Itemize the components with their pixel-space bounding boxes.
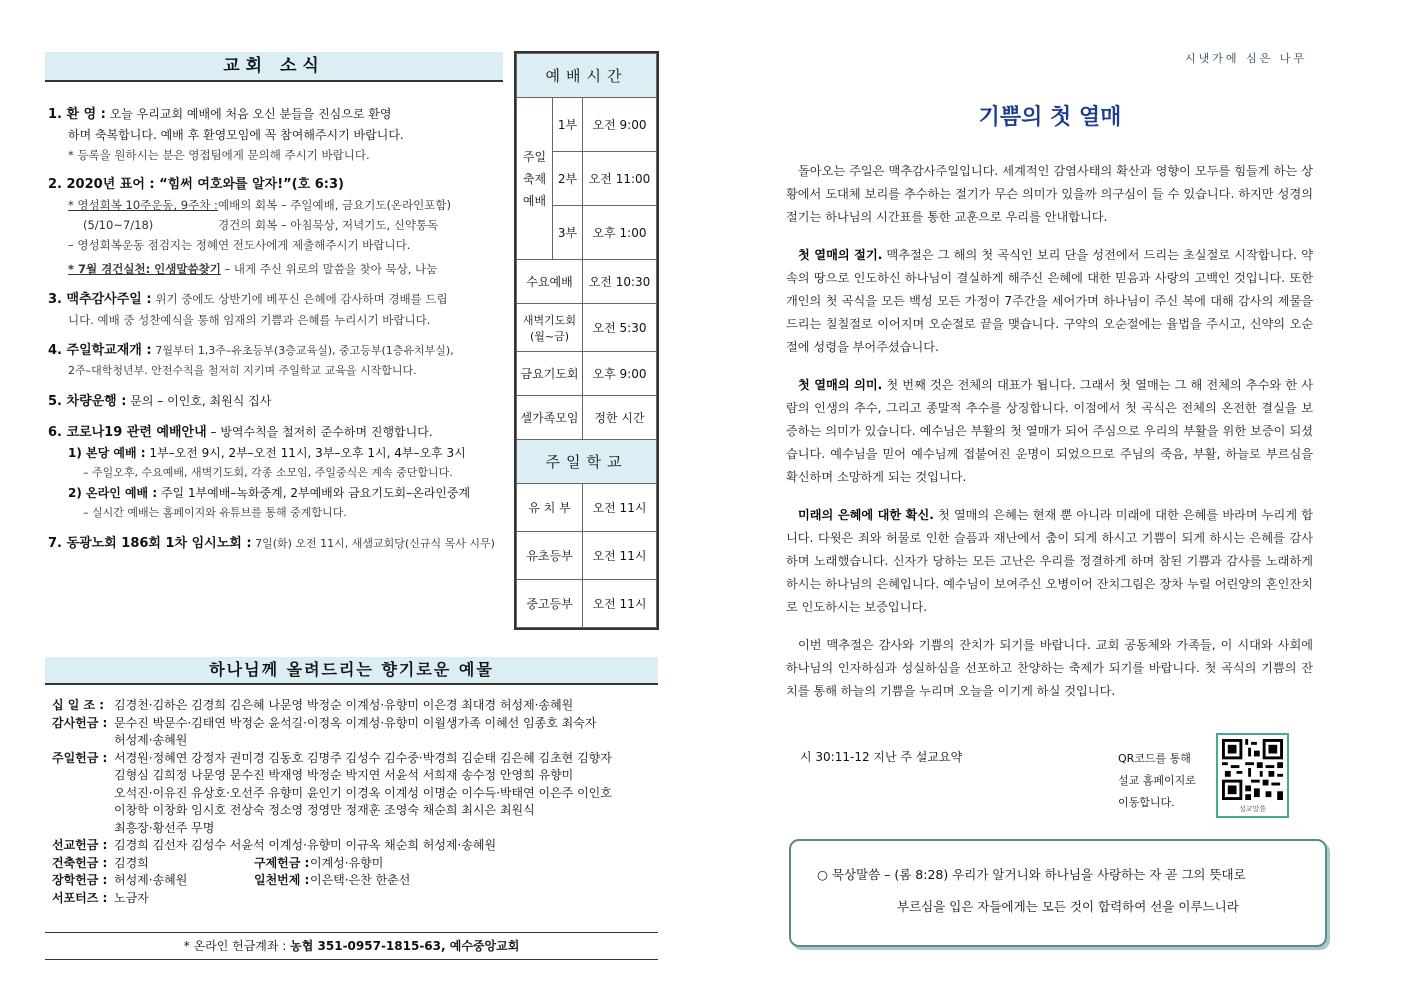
qr-code-icon [1222,739,1283,800]
meditation-verse-box [789,839,1327,947]
offering-label: 주일헌금 : [52,750,108,765]
news-item-4 [48,340,506,381]
offerings-title: 하나님께 올려드리는 향기로운 예물 [45,657,658,685]
qr-text: 이동합니다. [1118,796,1175,809]
schedule-cell: 새벽기도회 (월~금) [517,304,583,352]
news-item-text: 예배의 회복 – 주일예배, 금요기도(온라인포함) [218,198,451,212]
tagline: 시냇가에 심은 나무 [1185,52,1308,65]
schedule-cell: 2부 [553,152,583,206]
news-item-text: 1부–오전 9시, 2부–오전 11시, 3부–오후 1시, 4부–오후 3시 [145,446,466,460]
news-item-5 [48,391,506,412]
news-item-subheading: 1) 본당 예배 : [68,446,146,460]
schedule-cell: 1부 [553,98,583,152]
news-item-text: 7월부터 1,3주–유초등부(3층교육실), 중고등부(1층유치부실), [155,344,454,357]
news-item-heading: 1. 환 영 : [48,107,106,122]
news-item-text: 주일 1부예배–녹화중계, 2부예배와 금요기도회–온라인중계 [157,486,471,500]
paragraph-text: 맥추절은 그 해의 첫 곡식인 보리 단을 성전에서 드리는 초실절로 시작합니다. 약속의 땅으로 인도하신 하나님이 결실하게 해주신 은혜에 대한 믿음과 사랑의 고백인 것입니다. 또한 개인의 첫 곡식을 모든 백성 모든 가정이 7주간을 세어가며 하나님이 주신 복에 대해 감사의 제물을 드리는 칠칠절로 이어지며 오순절로 끝을 맺습니다. 구약의 오순절에는 율법을 주시고, 신약의 오순절에 성령을 부어주셨습니다. [786,247,1313,355]
offering-label: 구제헌금 : [254,855,310,870]
online-offering-account [45,937,658,954]
news-item-subheading: 2) 온라인 예배 : [68,486,158,500]
offering-label: 서포터즈 : [52,890,108,905]
news-item-text: 위기 중에도 상반기에 베푸신 은혜에 감사하며 경배를 드립 [155,292,448,306]
schedule-time: 오전 10:30 [583,260,657,304]
qr-caption [1118,748,1196,814]
offering-label: 건축헌금 : [52,855,108,870]
news-item-2 [48,175,506,279]
offering-names: 문수진 박문수·김태연 박정순 윤석길·이정옥 이계성·유향미 이월생가족 이혜선 임종호 최숙자 [114,715,597,730]
schedule-time: 오전 11시 [583,580,657,628]
news-item-heading: 3. 맥추감사주일 : [48,292,152,307]
schedule-time: 오전 5:30 [583,304,657,352]
offering-names: 이은택·은찬 한춘선 [310,873,411,887]
paragraph-heading: 미래의 은혜에 대한 확신. [798,507,934,522]
sunday-service-label: 주일 축제 예배 [517,98,553,260]
sermon-title: 기쁨의 첫 열매 [978,105,1122,130]
news-item-text: 경건의 회복 – 아침묵상, 저녁기도, 신약통독 [218,218,439,232]
news-item-text: * 영성회복 10주운동, 9주차 : [68,198,218,212]
offering-names: 허성제·송혜원 [114,873,188,887]
schedule-time: 정한 시간 [583,396,657,440]
account-label: * 온라인 헌금계좌 : [183,939,291,953]
news-item-text: – 영성회복운동 점검지는 정혜연 전도사에게 제출해주시기 바랍니다. [68,238,411,252]
news-item-text: 문의 – 이인호, 최원식 집사 [130,394,272,408]
qr-text: 설교 홈페이지로 [1118,774,1196,787]
sermon-paragraph [786,374,1313,490]
account-number: 농협 351-0957-1815-63, 예수중앙교회 [290,939,520,953]
news-item-3 [48,289,506,330]
news-item-7 [48,533,506,554]
sermon-paragraph [786,504,1313,620]
offering-names: 김경희 [114,855,149,870]
news-item-1 [48,104,506,165]
paragraph-text: 첫 번째 것은 전체의 대표가 됩니다. 그래서 첫 열매는 그 해 전체의 추수와 한 사람의 인생의 추수, 그리고 종말적 추수를 상징합니다. 이점에서 첫 곡식은 전체의 온전한 결실을 보증하는 의미가 있습니다. 예수님은 부활의 첫 열매가 되어 주심으로 우리의 부활을 위한 보증이 되셨습니다. 예수님을 믿어 예수님께 접붙여진 운명이 되었으므로 주님의 죽음, 부활, 하늘로 부르심을 확신하며 소망하게 되는 것입니다. [786,377,1313,485]
paragraph-heading: 첫 열매의 의미. [798,377,883,392]
offering-label: 선교헌금 : [52,838,108,852]
sermon-paragraph: 돌아오는 주일은 맥추감사주일입니다. 세계적인 감염사태의 확산과 영향이 모두를 힘들게 하는 상황에서 도대체 보리를 추수하는 절기가 무슨 의미가 있을까 의구심이 들 수 있습니다. 하지만 성경의 절기는 하나님의 시간표를 통한 교훈으로 우리를 안내합니다. [786,164,1313,225]
news-item-6 [48,422,506,523]
offering-names: 서경원·정혜연 강정자 권미경 김동호 김명주 김성수 김수중·박경희 김순태 김은혜 김초현 김향자 [114,750,612,765]
sermon-paragraph: 이번 맥추절은 감사와 기쁨의 잔치가 되기를 바랍니다. 교회 공동체와 가족들, 이 시대와 사회에 하나님의 인자하심과 성실하심을 선포하고 찬양하는 축제가 되기를 바랍니다. 첫 곡식의 기쁨의 잔치를 통해 하늘의 기쁨을 누리며 오늘을 이기게 하실 것입니다. [786,637,1313,699]
news-item-heading: 6. 코로나19 관련 예배안내 [48,425,207,440]
schedule-cell: 수요예배 [517,260,583,304]
sermon-reference: 시 30:11-12 지난 주 설교요약 [800,750,963,764]
offering-names: 허성제·송혜원 [114,733,188,747]
news-item-text: – 주일오후, 수요예배, 새벽기도회, 각종 소모임, 주일중식은 계속 중단합니다. [83,466,453,479]
sermon-paragraph [786,244,1313,360]
offering-names: 김경천·김하은 김경희 김은혜 나문영 박정순 이계성·유향미 이은경 최대경 허성제·송혜원 [114,698,574,712]
news-list [48,104,506,564]
schedule-time: 오전 11시 [583,484,657,532]
divider [45,959,658,960]
offering-label: 십 일 조 : [52,698,105,712]
qr-text: QR코드를 통해 [1118,752,1191,765]
news-item-text: 오늘 우리교회 예배에 처음 오신 분들을 진심으로 환영 [109,107,392,121]
sermon-body [786,160,1313,717]
news-item-text: – 실시간 예배는 홈페이지와 유튜브를 통해 중계합니다. [83,506,347,519]
offering-names: 최흥장·황선주 무명 [114,820,215,835]
offering-names: 오석진·이유진 유상호·오선주 유향미 윤인기 이경옥 이계성 이명순 이수득·박태연 이은주 이인호 [114,785,612,800]
schedule-time: 오전 11시 [583,532,657,580]
news-item-heading: 4. 주일학교재개 : [48,343,152,358]
news-item-heading: 7. 동광노회 186회 1차 임시노회 : [48,536,252,551]
verse-line: ○ 묵상말씀 – (롬 8:28) 우리가 알거니와 하나님을 사랑하는 자 곧 그의 뜻대로 [817,867,1246,882]
worship-schedule-table [514,51,659,630]
news-item-text: 2주–대학청년부. 안전수칙을 철저히 지키며 주일학교 교육을 시작합니다. [68,364,417,377]
sunday-school-title: 주일학교 [517,440,657,484]
paragraph-text: 첫 열매의 은혜는 현재 뿐 아니라 미래에 대한 은혜를 바라며 누리게 합니다. 다윗은 죄와 허물로 인한 슬픔과 재난에서 춤이 되게 하시고 기쁨이 되게 하시는 은혜를 감사하며 노래했습니다. 신자가 당하는 모든 고난은 우리를 정결하게 하며 참된 기쁨과 감사를 노래하게 하시는 하나님의 은혜입니다. 예수님이 보여주신 오병이어 잔치그림은 장차 누릴 어린양의 혼인잔치로 인도하시는 보증입니다. [786,507,1313,615]
schedule-cell: 3부 [553,206,583,260]
offering-names: 이창학 이창화 임시호 전상숙 정소영 정영만 정재훈 조영숙 채순희 최시은 최원식 [114,803,535,817]
offering-names: 노금자 [114,890,149,905]
qr-code[interactable] [1216,733,1289,818]
news-item-text: 하며 축복합니다. 예배 후 환영모임에 꼭 참여해주시기 바랍니다. [68,128,404,142]
paragraph-heading: 첫 열매의 절기. [798,247,883,262]
offering-names: 김형심 김희정 나문영 문수진 박재영 박정순 박지연 서윤석 서희재 송수정 안영희 유향미 [114,768,574,782]
offerings-list [52,697,662,907]
schedule-title: 예배시간 [517,54,657,98]
news-title: 교회 소식 [45,52,503,82]
schedule-time: 오전 9:00 [583,98,657,152]
news-item-text: – 방역수칙을 철저히 준수하며 진행합니다. [206,425,433,439]
schedule-cell: 유 치 부 [517,484,583,532]
divider [45,932,658,933]
news-item-text: 7일(화) 오전 11시, 새샘교회당(신규식 목사 시무) [251,537,495,550]
schedule-time: 오전 11:00 [583,152,657,206]
offering-label: 장학헌금 : [52,873,108,887]
news-item-note: * 등록을 원하시는 분은 영접팀에게 문의해 주시기 바랍니다. [68,148,370,162]
verse-line: 부르심을 입은 자들에게는 모든 것이 합력하여 선을 이루느니라 [897,899,1239,914]
schedule-cell: 셀가족모임 [517,396,583,440]
news-item-heading: 2. 2020년 표어 : “힘써 여호와를 알자!”(호 6:3) [48,177,344,192]
offering-label: 일천번제 : [254,873,310,887]
schedule-time: 오후 1:00 [583,206,657,260]
schedule-cell: 금요기도회 [517,352,583,396]
news-item-text: * 7월 경건실천: 인생말씀찾기 [68,262,221,276]
news-item-text: – 내게 주신 위로의 말씀을 찾아 묵상, 나눔 [220,262,438,276]
schedule-cell: 중고등부 [517,580,583,628]
news-item-heading: 5. 차량운행 : [48,394,127,409]
offering-names: 이계성·유향미 [310,855,384,870]
offering-label: 감사헌금 : [52,715,108,730]
schedule-time: 오후 9:00 [583,352,657,396]
schedule-cell: 유초등부 [517,532,583,580]
offering-names: 김경희 김선자 김성수 서윤석 이계성·유향미 이규옥 채순희 허성제·송혜원 [114,838,497,852]
qr-label: 설교말씀 [1238,805,1267,813]
news-item-text: 니다. 예배 중 성찬예식을 통해 임재의 기쁨과 은혜를 누리시기 바랍니다. [68,313,431,327]
news-item-text: (5/10~7/18) [83,218,154,232]
